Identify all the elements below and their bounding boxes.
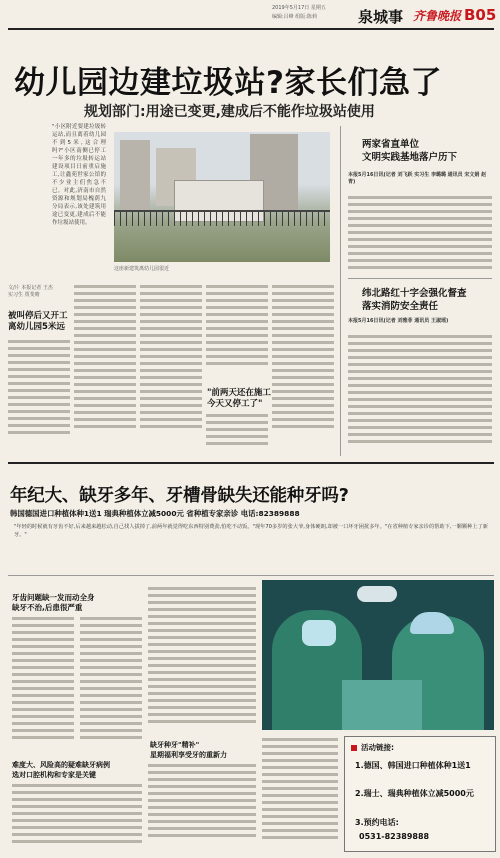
surgical-light [357, 586, 397, 602]
patient-area [342, 680, 422, 730]
ad-col-3-bottom [148, 764, 256, 850]
ad-col-1-bottom [12, 784, 142, 850]
photo-caption: 这座新建筑离幼儿园很近 [114, 266, 170, 272]
lead-col-4-bottom [206, 414, 268, 450]
section-name: 泉城事 [358, 8, 404, 26]
ad-headline: 年纪大、缺牙多年、牙槽骨缺失还能种牙吗? [10, 486, 349, 506]
lead-intro-box [52, 123, 106, 278]
promo-item-1: 1.德国、韩国进口种植体种1送1 [355, 761, 471, 770]
sidebar-article-2-byline: 本报5月16日讯(记者 刘雅菲 通讯员 王淑瑶) [348, 318, 449, 324]
lead-col-5 [272, 285, 334, 450]
promo-phone: 0531-82389888 [359, 832, 430, 841]
lead-col-2 [74, 285, 136, 450]
ad-subhead-1: 牙齿问题缺一发而动全身 缺牙不治,后患很严重 [12, 593, 95, 612]
sidebar-article-1-title: 两家省直单位 文明实践基地落户历下 [362, 139, 458, 163]
lead-col-1 [8, 340, 70, 450]
page-number: B05 [464, 6, 497, 24]
column-divider [340, 126, 341, 456]
lead-subhead-1: 被叫停后又开工 离幼儿园5米远 [8, 311, 68, 332]
ad-col-4 [262, 738, 338, 850]
surgeon-left-mask [302, 620, 336, 646]
lead-intro: "小区附近要建垃圾转运站,而且离着幼儿园不到5米,这合理吗?"小区南侧已停工一年多的垃圾转运站建设项目日前重启施工,让鑫苑世家公馆的不少业主们焦急不已。对此,济南市自然资源和规划局槐荫九分局表示,该处建筑用途已变更,建成后不能作垃圾站使用。 [52, 124, 106, 226]
masthead-rule [8, 28, 494, 30]
main-headline: 幼儿园边建垃圾站?家长们急了 [14, 65, 442, 101]
main-subheadline: 规划部门:用途已变更,建成后不能作垃圾站使用 [84, 104, 375, 120]
tower-left [120, 140, 150, 210]
ad-subhead-2: 难度大、风险高的疑难缺牙病例 选对口腔机构和专家是关键 [12, 761, 110, 779]
ad-mid-rule [8, 575, 494, 576]
surgeon-right-cap [410, 612, 454, 634]
ad-top-rule [8, 462, 494, 464]
lead-subhead-2: "前两天还在施工 今天又停工了" [207, 388, 271, 409]
promo-box [344, 736, 496, 852]
promo-title: 活动链接: [361, 743, 394, 752]
ad-intro: "年轻的时候就有牙齿不好,后来越来越松动,自己找人拔掉了,前两年就觉得吃东西特别费劲,怕吃不动饭。"现年70多岁的张大爷,身体硬朗,却被一口坏牙困扰多年。"在省种植专家亲诊的帮助下,一颗颗种上了新牙。" [14, 524, 488, 538]
ad-col-1-top [12, 617, 74, 757]
sidebar-article-1-body [348, 196, 492, 274]
promo-marker-icon [351, 745, 357, 751]
construction-photo [114, 132, 330, 262]
sidebar-article-2-title: 纬北路红十字会强化督查 落实消防安全责任 [362, 288, 467, 312]
issue-date: 2019年5月17日 星期五 [272, 5, 326, 11]
editor-credits: 编辑:吕峰 组版:陈莉 [272, 14, 317, 20]
newspaper-logo: 齐鲁晚报 [413, 9, 462, 23]
lead-col-4-top [206, 285, 268, 381]
promo-item-3: 3.预约电话: [355, 818, 399, 827]
ad-col-3-top [148, 587, 256, 737]
ad-offer-line: 韩国德国进口种植体种1送1 瑞典种植体立减5000元 省种植专家亲诊 电话:82389888 [10, 509, 300, 518]
sidebar-divider [348, 278, 492, 279]
promo-item-2: 2.瑞士、瑞典种植体立减5000元 [355, 789, 474, 798]
ad-col-2-top [80, 617, 142, 757]
lead-byline: 文/片 本报记者 王杰 实习生 贾斐晴 [8, 285, 53, 298]
fence [114, 210, 330, 226]
ad-subhead-3: 缺牙种牙"精补" 星期福利享受牙的重新力 [150, 741, 227, 759]
sidebar-article-2-body [348, 335, 492, 450]
sidebar-article-1-byline: 本报5月16日讯(记者 刘飞跃 实习生 李璐璐 通讯员 宋文娟 赵青) [348, 172, 487, 185]
lead-col-3 [140, 285, 202, 450]
dental-surgery-photo [262, 580, 494, 730]
